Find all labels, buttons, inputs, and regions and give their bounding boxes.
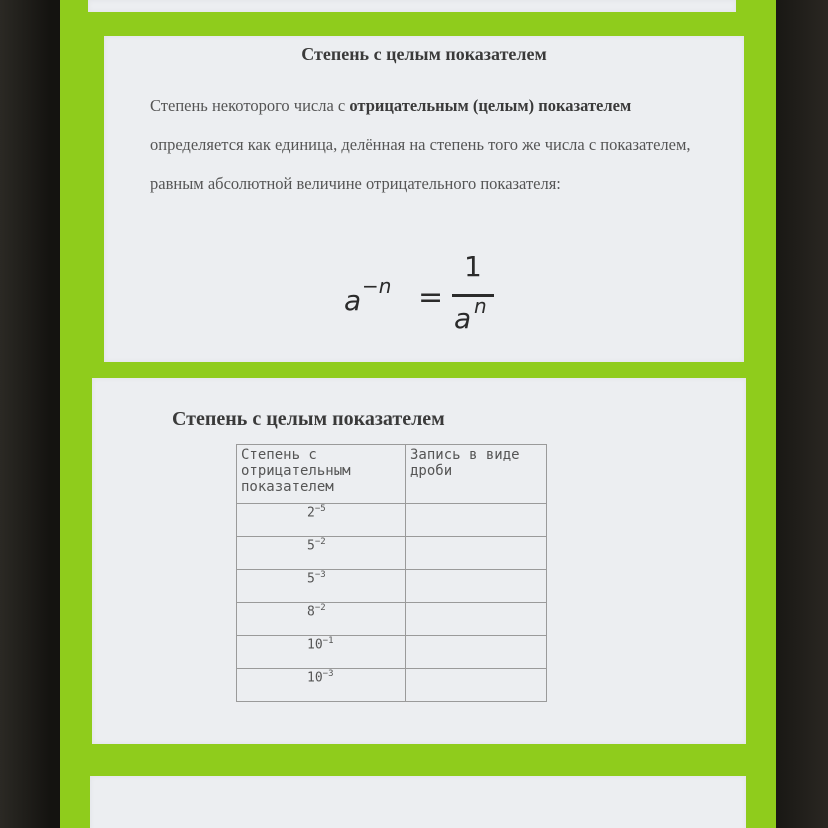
fraction-answer-cell[interactable] bbox=[406, 636, 547, 669]
table-header-row bbox=[237, 445, 547, 504]
power-exponent: −3 bbox=[314, 570, 326, 580]
definition-text-bold: отрицательным (целым) показателем bbox=[349, 96, 632, 115]
header-fraction-form: Запись в виде дроби bbox=[406, 445, 547, 504]
power-base: 2 bbox=[307, 505, 315, 521]
powers-table bbox=[236, 444, 547, 702]
power-cell bbox=[237, 669, 406, 702]
fraction-answer-cell[interactable] bbox=[406, 537, 547, 570]
power-exponent: −3 bbox=[322, 669, 334, 679]
power-exponent: −5 bbox=[314, 504, 326, 514]
exercise-card bbox=[92, 378, 746, 744]
table-row bbox=[237, 570, 547, 603]
screen bbox=[60, 0, 776, 828]
definition-text-part2: определяется как единица, делённая на степень того же числа с показателем, равным абсолютной величине отрицательного показателя: bbox=[150, 135, 691, 193]
power-base: 5 bbox=[307, 571, 315, 587]
fraction-answer-cell[interactable] bbox=[406, 570, 547, 603]
formula-equals: = bbox=[418, 280, 444, 315]
fraction-answer-cell[interactable] bbox=[406, 603, 547, 636]
definition-text-part1: Степень некоторого числа с bbox=[150, 96, 350, 115]
table-body bbox=[237, 504, 547, 702]
fraction-answer-cell[interactable] bbox=[406, 504, 547, 537]
power-base: 10 bbox=[307, 637, 323, 653]
power-base: 8 bbox=[307, 604, 315, 620]
formula-denominator-exponent: n bbox=[474, 294, 487, 318]
table-row bbox=[237, 636, 547, 669]
next-card-edge bbox=[90, 776, 746, 828]
power-cell bbox=[237, 570, 406, 603]
power-exponent: −2 bbox=[314, 537, 326, 547]
power-cell bbox=[237, 603, 406, 636]
power-cell bbox=[237, 504, 406, 537]
table-row bbox=[237, 669, 547, 702]
table-row bbox=[237, 537, 547, 570]
power-exponent: −2 bbox=[314, 603, 326, 613]
definition-text bbox=[150, 86, 710, 203]
formula-denominator-base: a bbox=[454, 302, 472, 335]
formula-fraction-bar bbox=[452, 294, 494, 297]
previous-card-edge bbox=[88, 0, 736, 12]
power-cell bbox=[237, 636, 406, 669]
fraction-answer-cell[interactable] bbox=[406, 669, 547, 702]
formula-base: a bbox=[344, 284, 362, 317]
table-row bbox=[237, 504, 547, 537]
definition-title: Степень с целым показателем bbox=[301, 44, 547, 64]
definition-card bbox=[104, 36, 744, 362]
power-cell bbox=[237, 537, 406, 570]
power-exponent: −1 bbox=[322, 636, 334, 646]
power-base: 10 bbox=[307, 670, 323, 686]
formula-exponent: −n bbox=[362, 274, 392, 298]
formula-numerator: 1 bbox=[464, 250, 482, 283]
power-base: 5 bbox=[307, 538, 315, 554]
negative-exponent-formula bbox=[334, 246, 554, 336]
exercise-title: Степень с целым показателем bbox=[172, 408, 445, 430]
header-negative-power: Степень с отрицательным показателем bbox=[237, 445, 406, 504]
table-row bbox=[237, 603, 547, 636]
